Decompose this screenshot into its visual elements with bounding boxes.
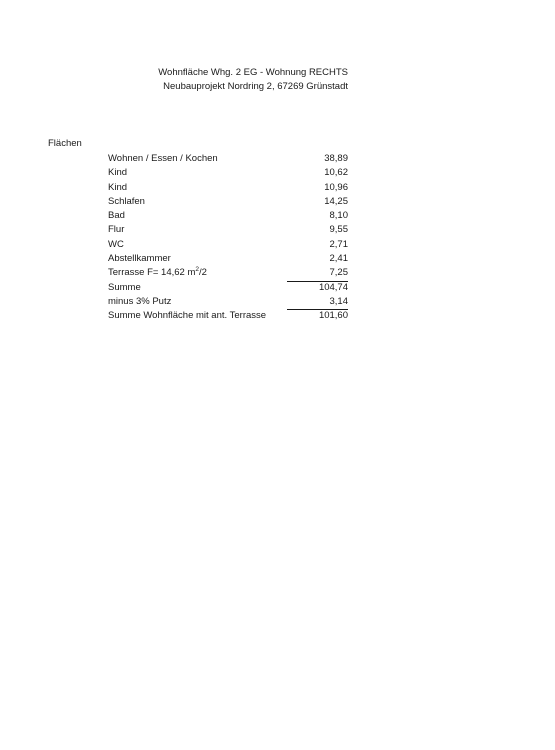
row-label-superscript: 2 bbox=[195, 266, 200, 274]
row-label: Kind bbox=[108, 181, 128, 193]
row-value: 3,14 bbox=[329, 295, 348, 307]
row-label-text: Terrasse F= 14,62 m bbox=[108, 267, 196, 279]
document-subtitle: Neubauprojekt Nordring 2, 67269 Grünstadt bbox=[163, 81, 348, 92]
row-label: Abstellkammer bbox=[108, 253, 171, 265]
section-label-flaechen: Flächen bbox=[48, 138, 82, 149]
row-label: WC bbox=[108, 238, 124, 250]
row-label: Wohnen / Essen / Kochen bbox=[108, 153, 218, 164]
table-row bbox=[108, 166, 348, 180]
row-value: 14,25 bbox=[324, 195, 348, 207]
document-title: Wohnfläche Whg. 2 EG - Wohnung RECHTS bbox=[158, 67, 348, 78]
row-value: 38,89 bbox=[324, 153, 348, 164]
table-row-subtotal bbox=[108, 281, 348, 295]
area-table bbox=[108, 152, 348, 324]
row-value: 104,74 bbox=[319, 281, 348, 295]
row-value: 8,10 bbox=[329, 210, 348, 222]
row-value: 10,96 bbox=[324, 181, 348, 193]
table-row bbox=[108, 181, 348, 195]
row-label: Flur bbox=[108, 224, 125, 236]
table-row bbox=[108, 252, 348, 266]
row-label bbox=[108, 266, 207, 280]
table-row bbox=[108, 295, 348, 309]
row-value: 2,71 bbox=[329, 238, 348, 250]
row-label-suffix: /2 bbox=[199, 267, 207, 279]
table-row bbox=[108, 238, 348, 252]
row-label: Bad bbox=[108, 210, 125, 222]
table-row-total bbox=[108, 309, 348, 323]
row-label: Kind bbox=[108, 167, 128, 179]
table-row bbox=[108, 209, 348, 223]
row-value: 2,41 bbox=[329, 253, 348, 265]
row-label: minus 3% Putz bbox=[108, 295, 172, 307]
row-value: 10,62 bbox=[324, 167, 348, 179]
row-value: 9,55 bbox=[329, 224, 348, 236]
table-row bbox=[108, 223, 348, 237]
row-value: 101,60 bbox=[319, 309, 348, 323]
row-label: Summe Wohnfläche mit ant. Terrasse bbox=[108, 310, 267, 322]
table-row bbox=[108, 266, 348, 280]
table-row bbox=[108, 152, 348, 166]
table-row bbox=[108, 195, 348, 209]
row-label: Summe bbox=[108, 281, 141, 293]
row-label: Schlafen bbox=[108, 195, 145, 207]
row-value: 7,25 bbox=[329, 267, 348, 279]
